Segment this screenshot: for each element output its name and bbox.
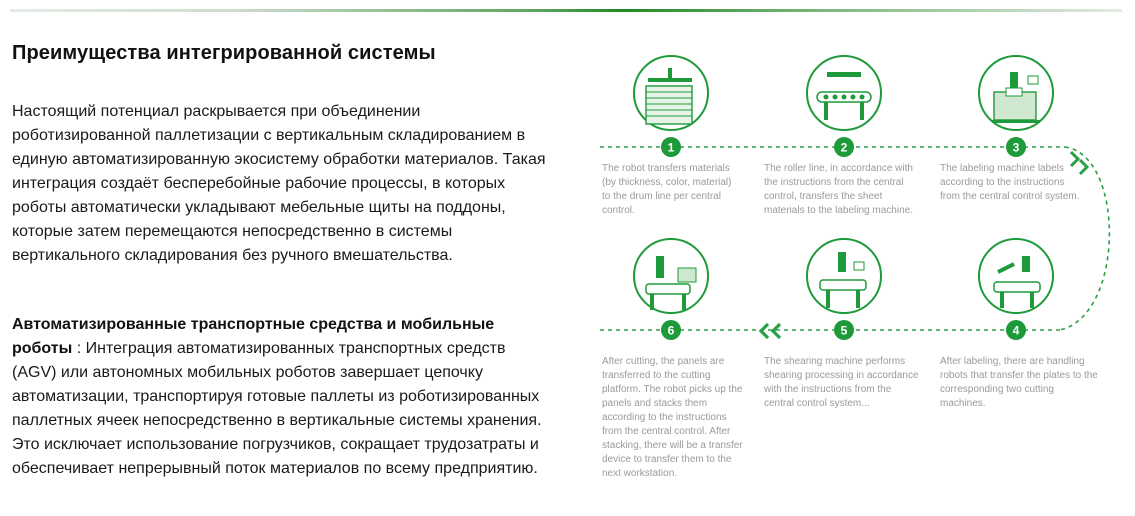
step-6-badge bbox=[661, 320, 681, 340]
step-6-text: After cutting, the panels are transferred to the cutting platform. The robot picks up the panels and stacks them according to the instructions from the central control. After stacking, there will be a transfer device to transfer them to the next workstation. bbox=[602, 356, 743, 479]
robot-drum-line-icon bbox=[634, 56, 708, 130]
svg-text:2: 2 bbox=[840, 140, 848, 155]
stacking-platform-icon bbox=[634, 239, 708, 313]
step-2-text: The roller line, in accordance with the instructions from the central control, transfers the sheet materials to the labeling machine. bbox=[764, 163, 913, 216]
step-4-text: After labeling, there are handling robots that transfer the plates to the corresponding two cutting machines. bbox=[940, 356, 1098, 409]
double-chevron-left-icon bbox=[761, 324, 780, 338]
step-2-badge bbox=[834, 137, 854, 157]
agv-heading: Автоматизированные транспортные средства и мобильные роботы bbox=[12, 316, 495, 357]
agv-text: : Интеграция автоматизированных транспортных средств (AGV) или автономных мобильных роботов завершает цепочку автоматизации, транспортируя готовые паллеты из роботизированных паллетных ячеек непосредственно в вертикальные системы хранения. Это исключает использование погрузчиков, сокращает трудозатраты и обеспечивает непрерывный поток материалов по всему предприятию. bbox=[12, 340, 542, 477]
step-3-badge bbox=[1006, 137, 1026, 157]
step-1-text: The robot transfers materials (by thickness, color, material) to the drum line per central control. bbox=[602, 163, 732, 216]
svg-text:5: 5 bbox=[840, 323, 848, 338]
step-5-text: The shearing machine performs shearing processing in accordance with the instructions from the central control system... bbox=[764, 356, 919, 409]
handling-robot-icon bbox=[979, 239, 1053, 313]
agv-paragraph bbox=[12, 313, 552, 481]
svg-text:6: 6 bbox=[667, 323, 675, 338]
svg-text:4: 4 bbox=[1012, 323, 1020, 338]
step-3-text: The labeling machine labels according to the instructions from the central control system. bbox=[940, 163, 1080, 202]
step-5-badge bbox=[834, 320, 854, 340]
shearing-machine-icon bbox=[807, 239, 881, 313]
page-title: Преимущества интегрированной системы bbox=[12, 42, 436, 64]
svg-text:1: 1 bbox=[667, 140, 675, 155]
svg-text:3: 3 bbox=[1012, 140, 1020, 155]
top-divider bbox=[10, 9, 1122, 12]
step-1-badge bbox=[661, 137, 681, 157]
intro-paragraph: Настоящий потенциал раскрывается при объединении роботизированной паллетизации с вертикальным складированием в единую автоматизированную экосистему обработки материалов. Такая интеграция создаёт бесперебойные рабочие процессы, в которых роботы автоматически укладывают мебельные щиты на поддоны, которые затем перемещаются непосредственно в системы вертикального складирования без ручного вмешательства. bbox=[12, 103, 546, 264]
step-4-badge bbox=[1006, 320, 1026, 340]
process-diagram bbox=[590, 50, 1130, 490]
roller-line-icon bbox=[807, 56, 881, 130]
labeling-machine-icon bbox=[979, 56, 1053, 130]
